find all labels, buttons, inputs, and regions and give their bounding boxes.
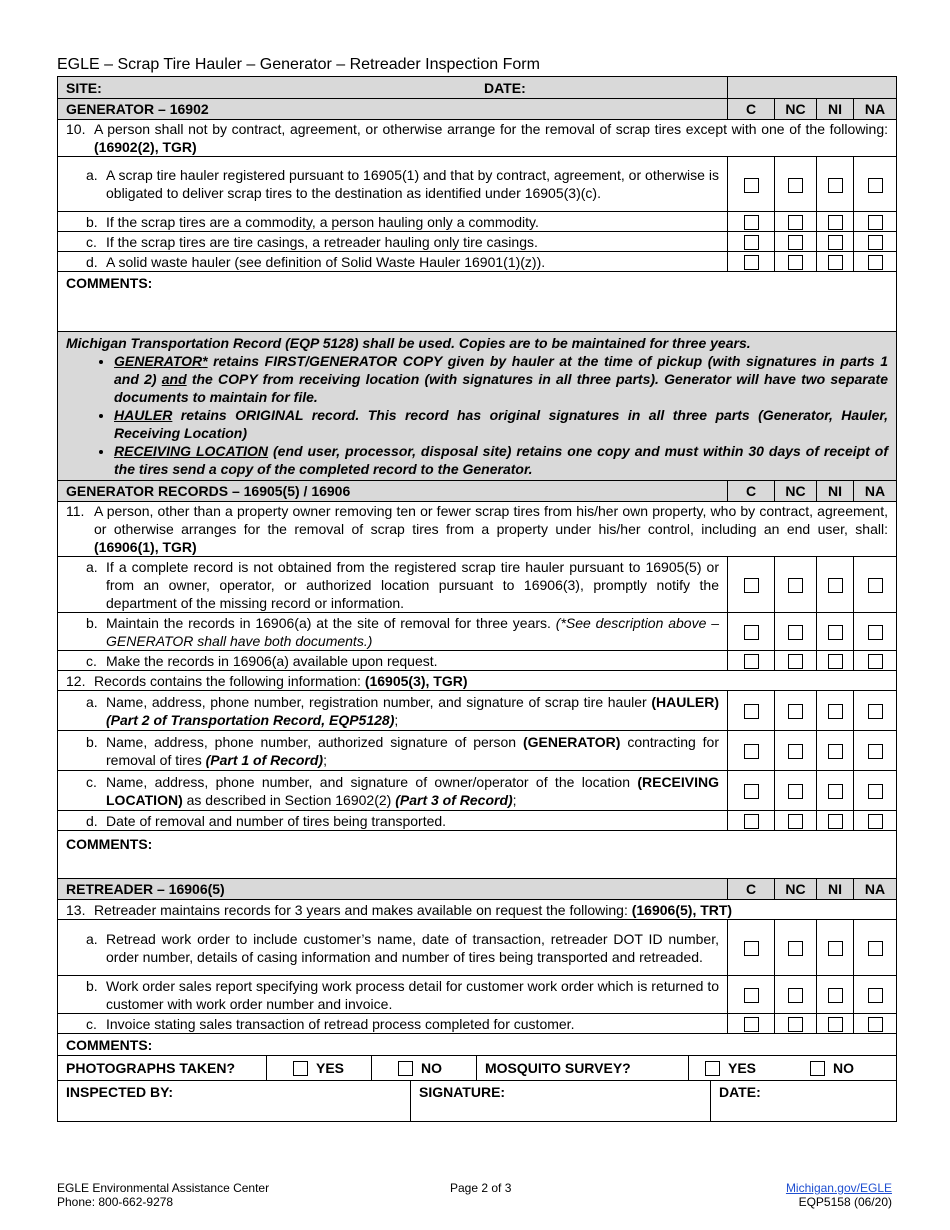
item-text: A solid waste hauler (see definition of Solid Waste Hauler 16901(1)(z)). (106, 253, 546, 270)
rec-11b-na-checkbox[interactable] (868, 625, 883, 640)
page-number: Page 2 of 3 (450, 1181, 512, 1195)
ret-c-nc-checkbox[interactable] (788, 1017, 803, 1032)
item-text: Maintain the records in 16906(a) at the site of removal for three years. (*See description above – GENERATOR shall have both documents.) (106, 614, 719, 649)
item-text: Make the records in 16906(a) available upon request. (106, 652, 438, 669)
item-text: Name, address, phone number, authorized signature of person (GENERATOR) contracting for removal of tires (Part 1 of Record); (106, 733, 720, 768)
ret-a-ni-checkbox[interactable] (828, 941, 843, 956)
rec-12b-ni-checkbox[interactable] (828, 744, 843, 759)
rec-12c-ni-checkbox[interactable] (828, 784, 843, 799)
mosquito-yes-checkbox[interactable] (705, 1061, 720, 1076)
footer-org: EGLE Environmental Assistance Center (57, 1181, 270, 1195)
gen-a-c-checkbox[interactable] (744, 178, 759, 193)
question-number: 10. (66, 121, 86, 137)
transport-record-note: Michigan Transportation Record (EQP 5128) shall be used. Copies are to be maintained for three years. • GENERATOR* retains FIRST/GENERATOR COPY given by hauler at the time of pickup (with signatures in parts 1 and 2) and the COPY from receiving location (with signatures in all three parts). Generator will have two separate documents to maintain for file. • HAULER retains ORIGINAL record. This record has original signatures in all three parts (Generator, Hauler, Receiving Location) • RECEIVING LOCATION (end user, processor, disposal site) retains one copy and must within 30 days of receipt of the tires send a copy of the completed record to the Generator. (58, 332, 897, 481)
column-header: NC (775, 879, 817, 900)
gen-b-c-checkbox[interactable] (744, 215, 759, 230)
rec-11a-c-checkbox[interactable] (744, 578, 759, 593)
item-letter: a. (86, 167, 98, 183)
item-text: Retread work order to include customer’s name, date of transaction, retreader DOT ID number, order number, details of casing information and number of tires being transported and retreaded. (106, 930, 719, 965)
gen-c-c-checkbox[interactable] (744, 235, 759, 250)
retreader-heading: RETREADER – 16906(5) (58, 879, 728, 900)
column-header: NI (817, 481, 854, 502)
column-header: NI (817, 99, 854, 120)
column-header: NC (775, 481, 817, 502)
records-heading: GENERATOR RECORDS – 16905(5) / 16906 (58, 481, 728, 502)
gen-d-ni-checkbox[interactable] (828, 255, 843, 270)
item-letter: d. (86, 812, 98, 829)
item-text: If the scrap tires are a commodity, a person hauling only a commodity. (106, 213, 539, 230)
item-letter: a. (86, 930, 98, 947)
item-letter: c. (86, 233, 97, 250)
signature-field[interactable]: SIGNATURE: (411, 1081, 711, 1121)
item-text: Name, address, phone number, and signature of owner/operator of the location (RECEIVING LOCATION) as described in Section 16902(2) (Part 3 of Record); (106, 773, 720, 808)
ret-c-ni-checkbox[interactable] (828, 1017, 843, 1032)
rec-12d-c-checkbox[interactable] (744, 814, 759, 829)
column-header: NA (854, 99, 897, 120)
rec-12a-nc-checkbox[interactable] (788, 704, 803, 719)
gen-d-nc-checkbox[interactable] (788, 255, 803, 270)
question-number: 12. (66, 672, 86, 689)
item-letter: b. (86, 614, 98, 631)
rec-12b-na-checkbox[interactable] (868, 744, 883, 759)
column-header: C (728, 99, 775, 120)
rec-12c-nc-checkbox[interactable] (788, 784, 803, 799)
item-text: Invoice stating sales transaction of retread process completed for customer. (106, 1015, 575, 1032)
footer-phone: Phone: 800-662-9278 (57, 1195, 174, 1209)
rec-11c-ni-checkbox[interactable] (828, 654, 843, 669)
form-title: EGLE – Scrap Tire Hauler – Generator – Retreader Inspection Form (57, 56, 540, 73)
ret-c-na-checkbox[interactable] (868, 1017, 883, 1032)
gen-b-nc-checkbox[interactable] (788, 215, 803, 230)
column-header: C (728, 481, 775, 502)
rec-12b-nc-checkbox[interactable] (788, 744, 803, 759)
ret-a-c-checkbox[interactable] (744, 941, 759, 956)
item-letter: c. (86, 1015, 97, 1032)
comments-label: COMMENTS: (58, 1034, 897, 1056)
footer-left (57, 1181, 269, 1209)
rec-11b-ni-checkbox[interactable] (828, 625, 843, 640)
gen-c-ni-checkbox[interactable] (828, 235, 843, 250)
footer-right (786, 1181, 892, 1209)
rec-11c-nc-checkbox[interactable] (788, 654, 803, 669)
inspection-form-table: SITE: DATE: GENERATOR – 16902 C NC NI NA 10. A person shall not by contract, agreement, or otherwise arrange for the removal of scrap tires except with one of the following: (16902(2), TGR) a. A scrap tire hauler registered pursuant to 16905(1) and that by contract, agreement, or otherwise is obligated to deliver scrap tires to the destination as identified under 16905(3)(c). b. If the scrap tires are a commodity, a person hauling only a commodity. c. If the scrap tires are tire casings, a retreader hauling only tire casings. d. A solid waste hauler (see definition of Solid Waste Hauler 16901(1)(z)). COMMENTS: Michigan Transportation Record (EQP 5128) shall be used. Copies are to be maintained for three years. • GENERATOR* retains FIRST/GENERATOR COPY given by hauler at the time of pickup (with signatures in parts 1 and 2) and the COPY from receiving location (with signatures in all three parts). Generator will have two separate documents to maintain for file. • HAULER retains ORIGINAL record. This record has original signatures in all three parts (Generator, Hauler, Receiving Location) • RECEIVING LOCATION (end user, processor, disposal site) retains one copy and must within 30 days of receipt of the tires send a copy of the completed record to the Generator. GENERATOR RECORDS – 16905(5) / 16906 C NC NI NA 11. A person, other than a property owner removing ten or fewer scrap tires from his/her own property, who by contract, agreement, or otherwise arranges for the removal of scrap tires from a property under his/her control, including an end user, shall: (16906(1), TGR) a. If a complete record is not obtained from the registered scrap tire hauler pursuant to 16905(5) or from an owner, operator, or authorized location pursuant to 16906(3), promptly notify the department of the missing record or information. b. Maintain the records in 16906(a) at the site of removal for three years. (*See description above – GENERATOR shall have both documents.) c. Make the records in 16906(a) available upon request. 12. Records contains the following information: (16905(3), TGR) a. Name, address, phone number, registration number, and signature of scrap tire hauler (HAULER) (Part 2 of Transportation Record, EQP5128); b. Name, address, phone number, authorized signature of person (GENERATOR) contracting for removal of tires (Part 1 of Record); c. Name, address, phone number, and signature of owner/operator of the location (RECEIVING LOCATION) as described in Section 16902(2) (Part 3 of Record); d. Date of removal and number of tires being transported. COMMENTS: RETREADER – 16906(5) C NC NI NA 13. Retreader maintains records for 3 years and makes available on request the following: (16906(5), TRT) a. Retread work order to include customer’s name, date of transaction, retreader DOT ID number, order number, details of casing information and number of tires being transported and retreaded. b. Work order sales report specifying work process detail for customer work order which is returned to customer with work order number and invoice. c. Invoice stating sales transaction of retread process completed for customer. COMMENTS: PHOTOGRAPHS TAKEN? YES NO MOSQUITO SURVEY? YES NO INSPECTED BY: SIGNATURE: DATE: (57, 76, 897, 1122)
ret-b-c-checkbox[interactable] (744, 988, 759, 1003)
date-label: DATE: (484, 80, 526, 96)
photos-label: PHOTOGRAPHS TAKEN? (58, 1056, 267, 1080)
item-letter: d. (86, 253, 98, 270)
gen-d-c-checkbox[interactable] (744, 255, 759, 270)
inspected-by-field[interactable]: INSPECTED BY: (58, 1081, 411, 1121)
rec-12d-ni-checkbox[interactable] (828, 814, 843, 829)
rec-11b-c-checkbox[interactable] (744, 625, 759, 640)
rec-12d-na-checkbox[interactable] (868, 814, 883, 829)
question-number: 11. (66, 503, 85, 519)
photos-no-checkbox[interactable] (398, 1061, 413, 1076)
photos-yes-checkbox[interactable] (293, 1061, 308, 1076)
item-text: If a complete record is not obtained from the registered scrap tire hauler pursuant to 16905(5) or from an owner, operator, or authorized location pursuant to 16906(3), promptly notify the department of the missing record or information. (106, 558, 719, 611)
rec-12b-c-checkbox[interactable] (744, 744, 759, 759)
item-letter: a. (86, 693, 98, 710)
item-letter: b. (86, 977, 98, 994)
item-text: If the scrap tires are tire casings, a retreader hauling only tire casings. (106, 233, 538, 250)
gen-a-na-checkbox[interactable] (868, 178, 883, 193)
column-header: NC (775, 99, 817, 120)
inspection-date-field[interactable]: DATE: (719, 1084, 761, 1100)
rec-11a-nc-checkbox[interactable] (788, 578, 803, 593)
item-letter: c. (86, 773, 97, 790)
question-number: 13. (66, 901, 86, 918)
gen-b-ni-checkbox[interactable] (828, 215, 843, 230)
rec-12d-nc-checkbox[interactable] (788, 814, 803, 829)
comments-label: COMMENTS: (58, 272, 897, 332)
note-intro: Michigan Transportation Record (EQP 5128) shall be used. Copies are to be maintained for three years. (66, 335, 751, 351)
rec-11b-nc-checkbox[interactable] (788, 625, 803, 640)
column-header: NA (854, 879, 897, 900)
gen-c-nc-checkbox[interactable] (788, 235, 803, 250)
rec-12a-na-checkbox[interactable] (868, 704, 883, 719)
form-number: EQP5158 (06/20) (798, 1195, 892, 1209)
rec-12c-na-checkbox[interactable] (868, 784, 883, 799)
column-header: NI (817, 879, 854, 900)
ret-a-na-checkbox[interactable] (868, 941, 883, 956)
rec-12a-c-checkbox[interactable] (744, 704, 759, 719)
ret-a-nc-checkbox[interactable] (788, 941, 803, 956)
rec-12c-c-checkbox[interactable] (744, 784, 759, 799)
ret-b-nc-checkbox[interactable] (788, 988, 803, 1003)
site-label: SITE: (66, 79, 102, 96)
gen-b-na-checkbox[interactable] (868, 215, 883, 230)
item-letter: a. (86, 558, 98, 575)
item-text: Work order sales report specifying work process detail for customer work order which is returned to customer with work order number and invoice. (106, 977, 719, 1012)
comments-label: COMMENTS: (58, 831, 897, 879)
ret-b-na-checkbox[interactable] (868, 988, 883, 1003)
gen-d-na-checkbox[interactable] (868, 255, 883, 270)
rec-12a-ni-checkbox[interactable] (828, 704, 843, 719)
mosquito-label: MOSQUITO SURVEY? (477, 1056, 689, 1080)
ret-b-ni-checkbox[interactable] (828, 988, 843, 1003)
mosquito-no-checkbox[interactable] (810, 1061, 825, 1076)
generator-heading: GENERATOR – 16902 (58, 99, 728, 120)
gen-a-nc-checkbox[interactable] (788, 178, 803, 193)
rec-11a-na-checkbox[interactable] (868, 578, 883, 593)
rec-11a-ni-checkbox[interactable] (828, 578, 843, 593)
column-header: NA (854, 481, 897, 502)
egle-link[interactable]: Michigan.gov/EGLE (785, 1181, 892, 1195)
item-text: Name, address, phone number, registration number, and signature of scrap tire hauler (HAULER) (Part 2 of Transportation Record, EQP5128); (106, 693, 719, 728)
item-letter: b. (86, 733, 98, 750)
rec-11c-c-checkbox[interactable] (744, 654, 759, 669)
item-letter: c. (86, 652, 97, 669)
item-letter: b. (86, 213, 98, 230)
ret-c-c-checkbox[interactable] (744, 1017, 759, 1032)
gen-c-na-checkbox[interactable] (868, 235, 883, 250)
column-header: C (728, 879, 775, 900)
item-text: A scrap tire hauler registered pursuant to 16905(1) and that by contract, agreement, or otherwise is obligated to deliver scrap tires to the destination as identified under 16905(3)(c). (106, 167, 719, 201)
item-text: Date of removal and number of tires being transported. (106, 812, 447, 829)
rec-11c-na-checkbox[interactable] (868, 654, 883, 669)
gen-a-ni-checkbox[interactable] (828, 178, 843, 193)
